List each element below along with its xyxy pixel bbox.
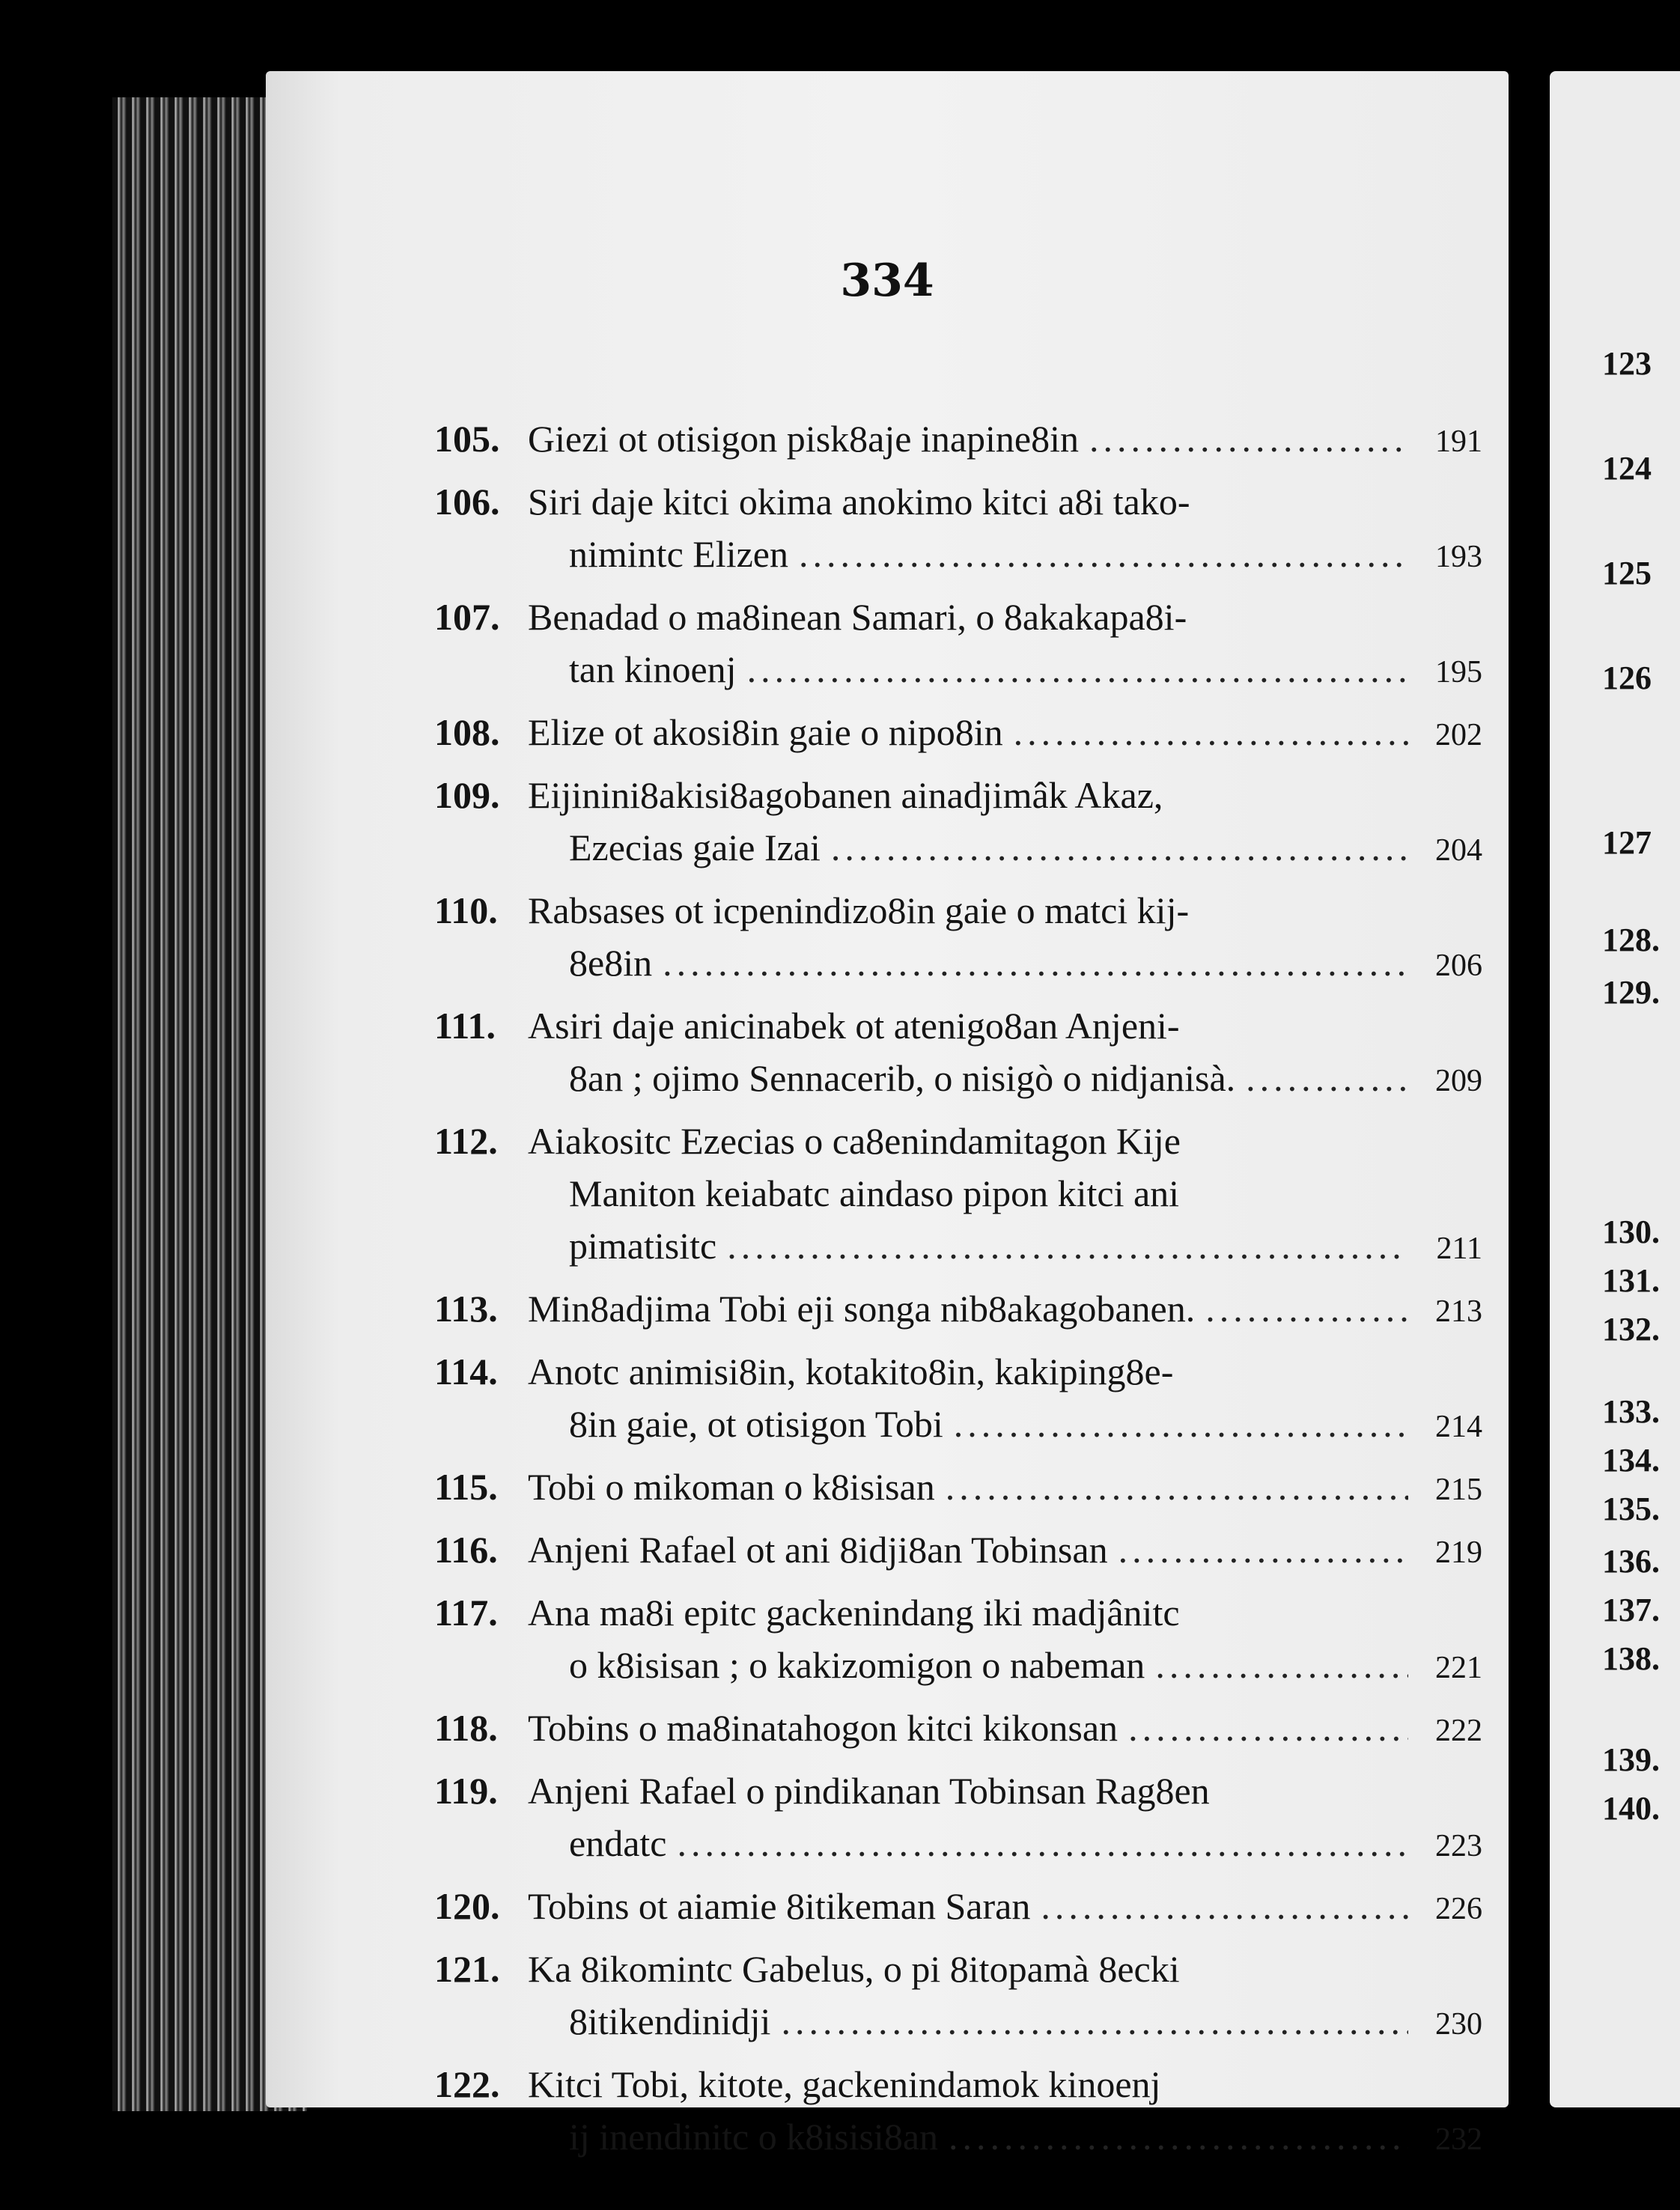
toc-entry-title: Rabsases ot icpenindizo8in gaie o matci kij-	[528, 889, 1190, 931]
toc-entry-line	[434, 1055, 1482, 1101]
toc-entry-line	[434, 594, 1482, 640]
toc-entry-title: Asiri daje anicinabek ot atenigo8an Anjeni-	[528, 1005, 1180, 1047]
toc-entry-title: Anotc animisi8in, kotakito8in, kakiping8e-	[528, 1351, 1174, 1392]
toc-entry-page: 223	[1435, 1829, 1482, 1863]
toc-entry-page: 219	[1435, 1535, 1482, 1570]
toc-entry-line	[434, 824, 1482, 871]
toc-entry	[434, 1002, 1482, 1101]
toc-entry-number: 107.	[434, 596, 500, 638]
dot-leader	[949, 2113, 1408, 2160]
toc-entry-number: 117.	[434, 1592, 498, 1634]
toc-entry-number: 105.	[434, 418, 500, 460]
dot-leader	[831, 824, 1408, 871]
toc-entry-number: 114.	[434, 1351, 498, 1392]
toc-entry-line	[434, 1118, 1482, 1164]
facing-page-entry-number: 125	[1602, 555, 1652, 591]
toc-entry-title: Ezecias gaie Izai	[569, 827, 821, 868]
toc-entry-page: 230	[1435, 2007, 1482, 2042]
facing-page-entry-number: 139.	[1602, 1741, 1660, 1778]
facing-page-entry-number: 131.	[1602, 1262, 1660, 1299]
toc-entry-title: Aiakositc Ezecias o ca8enindamitagon Kije	[528, 1120, 1181, 1162]
dot-leader	[747, 646, 1408, 692]
toc-entry-title: Giezi ot otisigon pisk8aje inapine8in	[528, 418, 1079, 460]
facing-page-entry-number: 132.	[1602, 1311, 1660, 1348]
toc-entry-title: endatc	[569, 1822, 667, 1864]
facing-page-entry-number: 130.	[1602, 1214, 1660, 1250]
toc-entry	[434, 594, 1482, 692]
toc-entry-number: 115.	[434, 1466, 498, 1508]
toc-entry	[434, 1589, 1482, 1688]
toc-entry-page: 204	[1435, 833, 1482, 868]
toc-entry-title: ij inendinitc o k8isisi8an	[569, 2116, 939, 2158]
toc-entry-page: 222	[1435, 1714, 1482, 1748]
dot-leader	[1119, 1526, 1408, 1573]
toc-entry-line	[434, 1883, 1482, 1929]
toc-entry-number: 109.	[434, 774, 500, 816]
dot-leader	[1155, 1642, 1408, 1688]
toc-entry-line	[434, 709, 1482, 755]
toc-entry-title: o k8isisan ; o kakizomigon o nabeman	[569, 1644, 1145, 1686]
facing-page-entry-number: 126	[1602, 660, 1652, 696]
toc-entry-number: 119.	[434, 1770, 498, 1812]
toc-entry-title: Tobins ot aiamie 8itikeman Saran	[528, 1885, 1031, 1927]
toc-entry-title: Kitci Tobi, kitote, gackenindamok kinoenj	[528, 2063, 1161, 2105]
toc-entry-line	[434, 1820, 1482, 1866]
toc-entry-number: 116.	[434, 1529, 498, 1571]
dot-leader	[946, 1464, 1408, 1510]
toc-entry-number: 112.	[434, 1120, 498, 1162]
toc-entry-title: 8itikendinidji	[569, 2000, 771, 2042]
toc-entry-title: 8an ; ojimo Sennacerib, o nisigò o nidjanisà.	[569, 1057, 1236, 1099]
toc-entry-line	[434, 1768, 1482, 1814]
toc-entry-page: 191	[1435, 424, 1482, 459]
toc-entry-line	[434, 1642, 1482, 1688]
toc-entry-number: 120.	[434, 1885, 500, 1927]
toc-entry-number: 106.	[434, 481, 500, 523]
facing-page-entry-number: 134.	[1602, 1442, 1660, 1479]
toc-entry-number: 122.	[434, 2063, 500, 2105]
toc-entry-line	[434, 1223, 1482, 1269]
dot-leader	[799, 531, 1408, 577]
toc-entry	[434, 1348, 1482, 1447]
toc-entry-line	[434, 2061, 1482, 2107]
toc-entry-title: Tobins o ma8inatahogon kitci kikonsan	[528, 1707, 1119, 1749]
toc-entry	[434, 1705, 1482, 1751]
toc-entry-title: Ka 8ikomintc Gabelus, o pi 8itopamà 8ecki	[528, 1948, 1180, 1990]
toc-entry-title: Benadad o ma8inean Samari, o 8akakapa8i-	[528, 596, 1187, 638]
toc-entry	[434, 1883, 1482, 1929]
toc-entry-line	[434, 1285, 1482, 1332]
toc-entry-title: Tobi o mikoman o k8isisan	[528, 1466, 935, 1508]
toc-entry-title: Siri daje kitci okima anokimo kitci a8i tako-	[528, 481, 1190, 523]
dot-leader	[1205, 1285, 1408, 1332]
toc-entry	[434, 478, 1482, 577]
facing-page-entry-number: 124	[1602, 450, 1652, 487]
toc-entry-title: nimintc Elizen	[569, 533, 788, 575]
toc-entry-line	[434, 1401, 1482, 1447]
toc-entry-line	[434, 478, 1482, 525]
facing-page-entry-number: 133.	[1602, 1393, 1660, 1430]
toc-entry-page: 195	[1435, 655, 1482, 690]
toc-entry-line	[434, 772, 1482, 818]
facing-page-entry-number: 140.	[1602, 1790, 1660, 1827]
page-number: 334	[840, 255, 934, 307]
toc-entry-number: 111.	[434, 1005, 496, 1047]
toc-entry-page: 193	[1435, 540, 1482, 574]
facing-page-entry-number: 138.	[1602, 1640, 1660, 1677]
toc-entry	[434, 887, 1482, 986]
toc-entry	[434, 1946, 1482, 2045]
toc-entry-line	[434, 887, 1482, 934]
facing-page-entry-number: 135.	[1602, 1491, 1660, 1527]
toc-entry-line	[434, 1705, 1482, 1751]
toc-entry-page: 226	[1435, 1892, 1482, 1926]
toc-entry-line	[434, 1998, 1482, 2045]
toc-entry-title: Elize ot akosi8in gaie o nipo8in	[528, 711, 1003, 753]
toc-entry-title: Anjeni Rafael o pindikanan Tobinsan Rag8en	[528, 1770, 1210, 1812]
facing-page-entry-number: 137.	[1602, 1592, 1660, 1628]
toc-entry-line	[434, 1348, 1482, 1395]
toc-entry	[434, 1526, 1482, 1573]
toc-entry-line	[434, 1464, 1482, 1510]
toc-entry-line	[434, 2113, 1482, 2160]
toc-entry-line	[434, 1589, 1482, 1636]
toc-entry-page: 202	[1435, 718, 1482, 752]
book-page	[266, 71, 1509, 2158]
dot-leader	[727, 1223, 1408, 1269]
toc-entry	[434, 1464, 1482, 1510]
toc-entry-line	[434, 1170, 1482, 1217]
dot-leader	[1246, 1055, 1408, 1101]
dot-leader	[677, 1820, 1408, 1866]
dot-leader	[781, 1998, 1408, 2045]
toc-entry-title: pimatisitc	[569, 1225, 717, 1267]
toc-entry-line	[434, 1002, 1482, 1049]
dot-leader	[1128, 1705, 1408, 1751]
facing-page-entry-number: 128.	[1602, 922, 1660, 958]
facing-page-entry-number: 129.	[1602, 974, 1660, 1011]
table-of-contents	[434, 415, 1482, 2176]
toc-entry-page: 232	[1435, 2122, 1482, 2157]
dot-leader	[954, 1401, 1408, 1447]
toc-entry	[434, 772, 1482, 871]
toc-entry	[434, 1118, 1482, 1269]
toc-entry-title: Anjeni Rafael ot ani 8idji8an Tobinsan	[528, 1529, 1108, 1571]
toc-entry-title: 8e8in	[569, 942, 653, 984]
toc-entry-page: 211	[1436, 1232, 1482, 1266]
toc-entry-title: 8in gaie, ot otisigon Tobi	[569, 1403, 943, 1445]
toc-entry-title: Eijinini8akisi8agobanen ainadjimâk Akaz,	[528, 774, 1163, 816]
dot-leader	[1089, 415, 1408, 462]
dot-leader	[1041, 1883, 1408, 1929]
toc-entry-page: 209	[1435, 1064, 1482, 1098]
toc-entry-number: 121.	[434, 1948, 500, 1990]
toc-entry	[434, 1768, 1482, 1866]
dot-leader	[663, 940, 1408, 986]
toc-entry-page: 214	[1435, 1410, 1482, 1444]
toc-entry-title: tan kinoenj	[569, 648, 737, 690]
toc-entry-page: 206	[1435, 949, 1482, 983]
toc-entry-number: 118.	[434, 1707, 498, 1749]
toc-entry	[434, 415, 1482, 462]
toc-entry-line	[434, 1526, 1482, 1573]
toc-entry-line	[434, 940, 1482, 986]
toc-entry-title: Min8adjima Tobi eji songa nib8akagobanen.	[528, 1288, 1196, 1330]
toc-entry-page: 213	[1435, 1294, 1482, 1329]
toc-entry	[434, 2061, 1482, 2160]
toc-entry	[434, 1285, 1482, 1332]
facing-page-entry-number: 127	[1602, 824, 1652, 861]
toc-entry-number: 108.	[434, 711, 500, 753]
toc-entry	[434, 709, 1482, 755]
toc-entry-number: 110.	[434, 889, 498, 931]
toc-entry-line	[434, 415, 1482, 462]
dot-leader	[1014, 709, 1408, 755]
facing-page-entry-number: 123	[1602, 345, 1652, 382]
toc-entry-title: Ana ma8i epitc gackenindang iki madjânitc	[528, 1592, 1180, 1634]
toc-entry-page: 221	[1435, 1651, 1482, 1685]
toc-entry-line	[434, 646, 1482, 692]
toc-entry-line	[434, 531, 1482, 577]
toc-entry-title: Maniton keiabatc aindaso pipon kitci ani	[569, 1172, 1180, 1214]
toc-entry-line	[434, 1946, 1482, 1992]
facing-page-entry-number: 136.	[1602, 1543, 1660, 1580]
toc-entry-number: 113.	[434, 1288, 498, 1330]
toc-entry-page: 215	[1435, 1473, 1482, 1507]
